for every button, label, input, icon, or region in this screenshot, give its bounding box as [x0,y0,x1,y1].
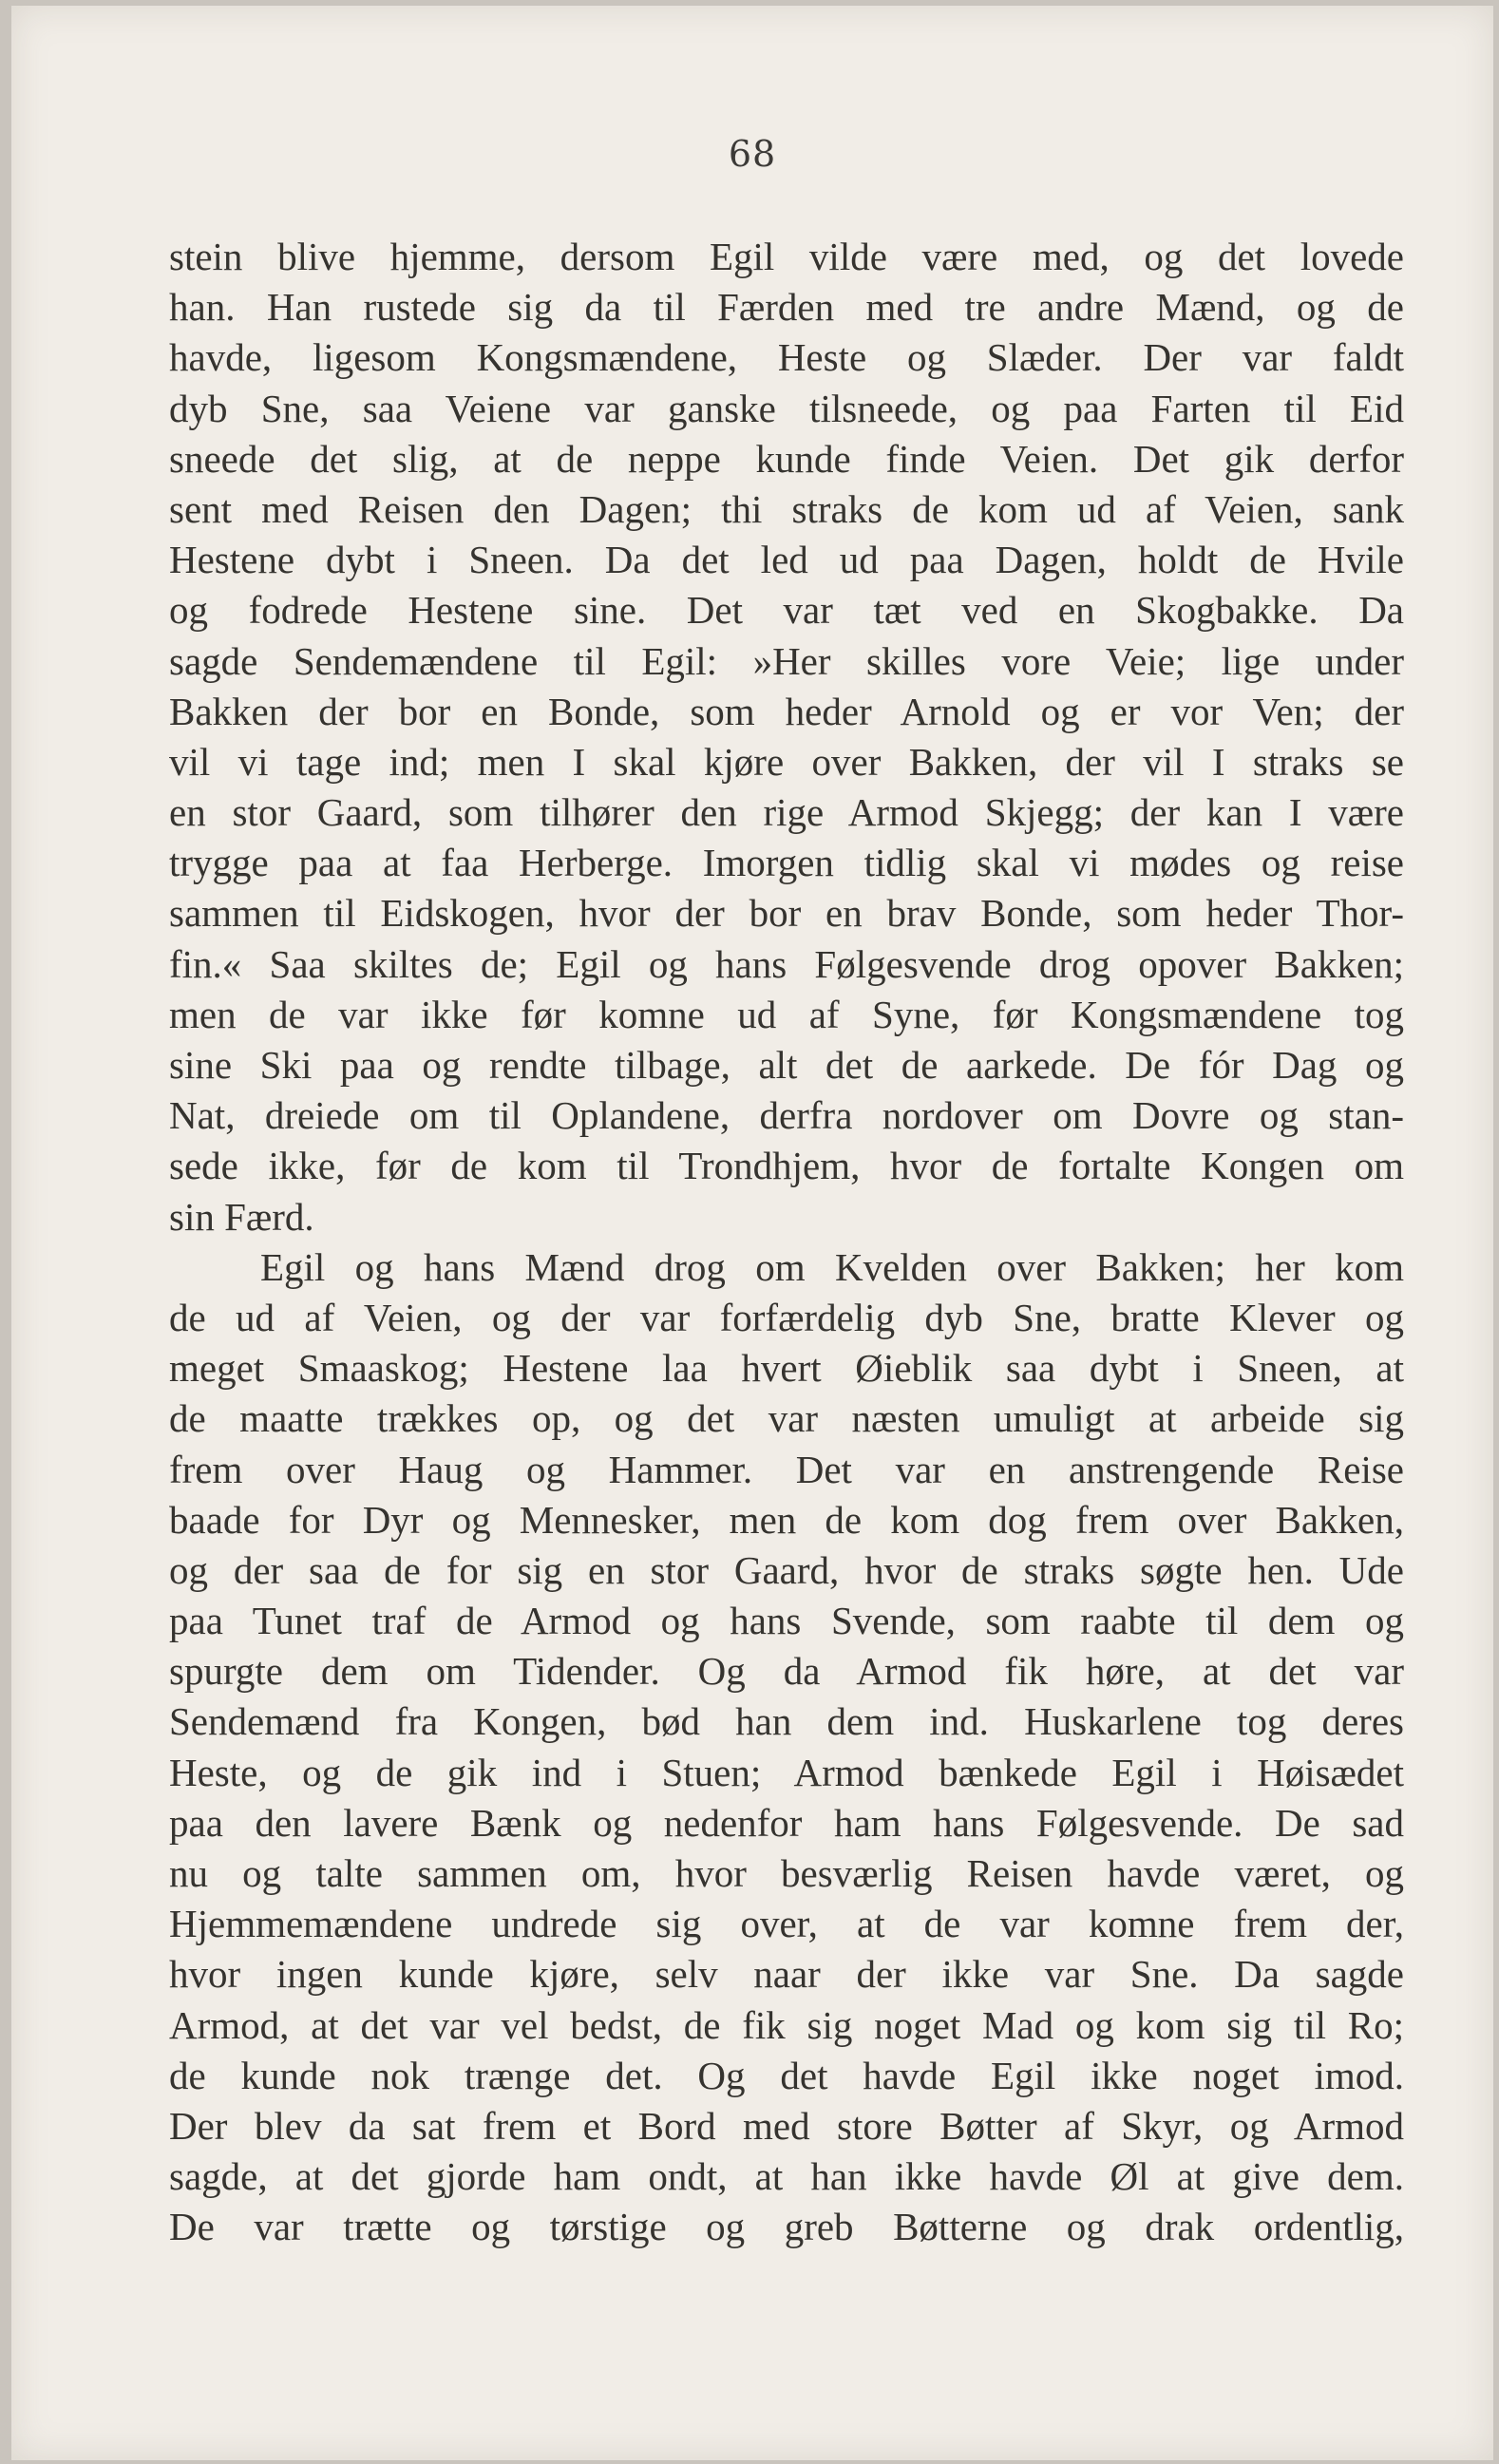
text-line: sede ikke, før de kom til Trondhjem, hvor de fortalte Kongen om [169,1144,1404,1188]
text-line: sent med Reisen den Dagen; thi straks de kom ud af Veien, sank [169,486,1404,531]
text-line: sagde Sendemændene til Egil: »Her skilles vore Veie; lige under [169,638,1404,683]
text-line: spurgte dem om Tidender. Og da Armod fik høre, at det var [169,1649,1404,1694]
text-line: de kunde nok trænge det. Og det havde Egil ikke noget imod. [169,2053,1404,2097]
text-line: sagde, at det gjorde ham ondt, at han ikke havde Øl at give dem. [169,2154,1404,2199]
text-line: Bakken der bor en Bonde, som heder Arnold og er vor Ven; der [169,689,1404,733]
text-line: Hestene dybt i Sneen. Da det led ud paa Dagen, holdt de Hvile [169,538,1404,582]
text-line: de maatte trækkes op, og det var næsten umuligt at arbeide sig [169,1396,1404,1441]
text-line: stein blive hjemme, dersom Egil vilde være med, og det lovede [169,235,1404,278]
text-line: paa Tunet traf de Armod og hans Svende, som raabte til dem og [169,1599,1404,1643]
paragraph-start-line: Egil og hans Mænd drog om Kvelden over Bakken; her kom [260,1244,1404,1289]
text-line: havde, ligesom Kongsmændene, Heste og Slæder. Der var faldt [169,335,1404,380]
text-line: dyb Sne, saa Veiene var ganske tilsneede, og paa Farten til Eid [169,386,1404,430]
text-line: trygge paa at faa Herberge. Imorgen tidlig skal vi mødes og reise [169,841,1404,885]
book-page [11,6,1493,2460]
text-line: paa den lavere Bænk og nedenfor ham hans Følgesvende. De sad [169,1800,1404,1845]
text-line: nu og talte sammen om, hvor besværlig Reisen havde været, og [169,1851,1404,1895]
text-line: Der blev da sat frem et Bord med store Bøtter af Skyr, og Armod [169,2103,1404,2148]
text-line: De var trætte og tørstige og greb Bøtterne og drak ordentlig, [169,2205,1404,2249]
text-line: en stor Gaard, som tilhører den rige Armod Skjegg; der kan I være [169,790,1404,835]
body-text [169,232,1404,2356]
text-line: meget Smaaskog; Hestene laa hvert Øieblik saa dybt i Sneen, at [169,1346,1404,1391]
text-line: Armod, at det var vel bedst, de fik sig noget Mad og kom sig til Ro; [169,2002,1404,2047]
text-line: hvor ingen kunde kjøre, selv naar der ikke var Sne. Da sagde [169,1952,1404,1997]
text-line: men de var ikke før komne ud af Syne, før Kongsmændene tog [169,992,1404,1036]
text-line: han. Han rustede sig da til Færden med tre andre Mænd, og de [169,285,1404,330]
text-line: sneede det slig, at de neppe kunde finde Veien. Det gik derfor [169,436,1404,481]
text-line: vil vi tage ind; men I skal kjøre over Bakken, der vil I straks se [169,739,1404,784]
text-line: og fodrede Hestene sine. Det var tæt ved en Skogbakke. Da [169,588,1404,633]
text-line: frem over Haug og Hammer. Det var en anstrengende Reise [169,1447,1404,1491]
text-line: de ud af Veien, og der var forfærdelig dyb Sne, bratte Klever og [169,1295,1404,1339]
paragraph-end-line: sin Færd. [169,1194,314,1239]
text-line: fin.« Saa skiltes de; Egil og hans Følgesvende drog opover Bakken; [169,941,1404,986]
text-line: og der saa de for sig en stor Gaard, hvor de straks søgte hen. Ude [169,1547,1404,1592]
text-line: Heste, og de gik ind i Stuen; Armod bænkede Egil i Høisædet [169,1750,1404,1794]
page-number: 68 [728,133,777,175]
text-line: Hjemmemændene undrede sig over, at de var komne frem der, [169,1902,1404,1946]
text-line: Sendemænd fra Kongen, bød han dem ind. Huskarlene tog deres [169,1699,1404,1744]
text-line: Nat, dreiede om til Oplandene, derfra nordover om Dovre og stan- [169,1093,1404,1138]
text-line: baade for Dyr og Mennesker, men de kom dog frem over Bakken, [169,1497,1404,1542]
text-line: sine Ski paa og rendte tilbage, alt det de aarkede. De fór Dag og [169,1043,1404,1087]
text-line: sammen til Eidskogen, hvor der bor en brav Bonde, som heder Thor- [169,891,1404,936]
